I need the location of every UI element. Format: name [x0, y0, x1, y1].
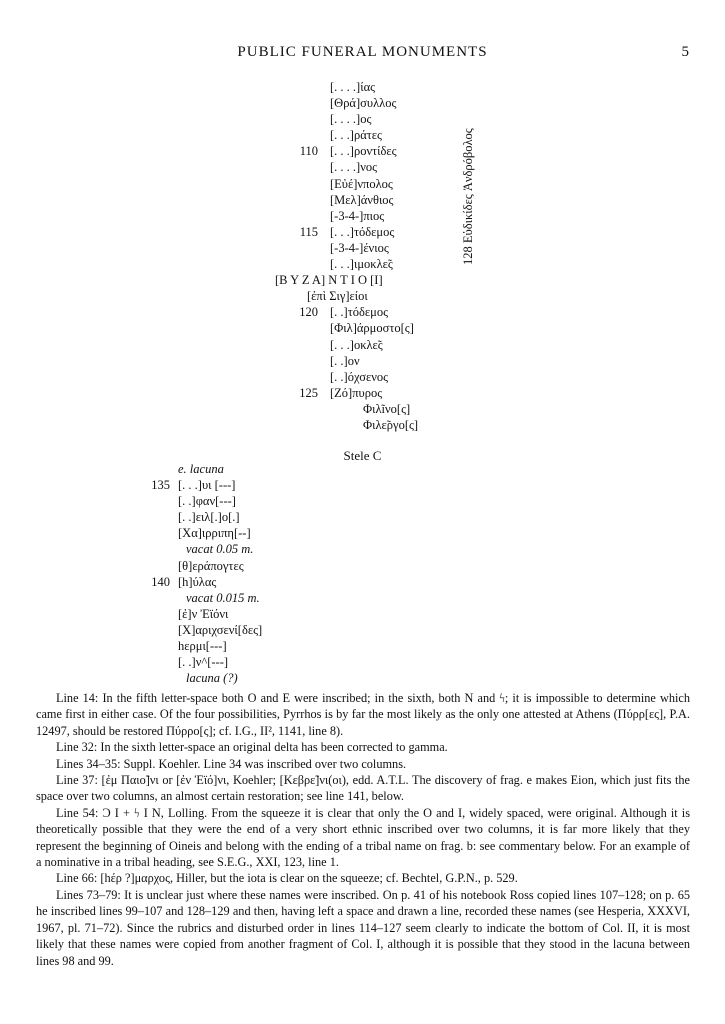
- inscription-line: [296, 385, 418, 401]
- stele-c-inscription: [150, 461, 262, 686]
- running-head: PUBLIC FUNERAL MONUMENTS: [237, 44, 488, 60]
- inscription-text: [. .]όχσενος: [330, 369, 389, 384]
- inscription-text: [ἐπὶ Σιγ]είοι: [307, 289, 368, 304]
- inscription-text: [Ζό]πυρος: [330, 385, 383, 400]
- inscription-text: [Εὐέ]νπολος: [330, 176, 393, 191]
- inscription-text: [. .]ον: [330, 353, 360, 368]
- inscription-line: [296, 353, 418, 369]
- inscription-text: [. .]ειλ[.]ο[.]: [178, 510, 240, 525]
- inscription-text: [Φιλ]άρμοστο[ς]: [330, 321, 414, 336]
- inscription-text: [. . . .]ος: [330, 112, 372, 127]
- inscription-text: [Χ]αριχσενί[δες]: [178, 622, 263, 637]
- stele-c-title: Stele C: [343, 448, 382, 463]
- inscription-line: [296, 79, 418, 95]
- inscription-text: [Β Υ Ζ Α] Ν Τ Ι Ο [Ι]: [275, 273, 383, 288]
- inscription-text: [. . .]ιμοκλε̃ς: [330, 257, 393, 272]
- inscription-line: [296, 256, 418, 272]
- note-paragraph: Lines 73–79: It is unclear just where these names were inscribed. On p. 41 of his notebook Ross copied lines 107–128; on p. 65 he inscribed lines 99–107 and 128–129 and then, having left a space and drawn a line, recorded these names (see Hesperia, XXXVI, 1967, pl. 71–72). Since the rubrics and disturbed order in lines 114–127 seem clearly to indicate the bottom of Col. II, it is most likely that these names were copied from another fragment of Col. I, although it is possible that they stood in the lacuna between lines 98 and 99.: [36, 887, 690, 968]
- inscription-line: [150, 509, 262, 525]
- inscription-line: [296, 304, 418, 320]
- line-number: 140: [151, 574, 170, 589]
- inscription-text: [. .]τόδεμος: [330, 305, 389, 320]
- inscription-line: [296, 111, 418, 127]
- inscription-line: [296, 127, 418, 143]
- commentary-notes: [36, 690, 690, 969]
- note-paragraph: Line 54: Ɔ I + ϟ I N, Lolling. From the squeeze it is clear that only the O and I, widely spaced, were original. Although it is theoretically possible that they were the end of a very short ethnic inscribed over two columns, it is far more likely that they represent the beginning of Oineis and belong with the ending of a tribal name on frag. b: see commentary below. For an example of a nominative in a tribal heading, see S.E.G., XXI, 123, line 1.: [36, 805, 690, 870]
- inscription-line: [296, 240, 418, 256]
- inscription-line: [296, 401, 418, 417]
- inscription-text: [. .]ν^[---]: [178, 655, 229, 670]
- inscription-line: [275, 272, 418, 288]
- inscription-text: [. .]φαν[---]: [178, 494, 236, 509]
- page-number: 5: [681, 44, 689, 60]
- inscription-text: e. lacuna: [178, 462, 224, 476]
- note-paragraph: Line 66: [hέρ ?]μαρχος, Hiller, but the iota is clear on the squeeze; cf. Bechtel, G.P.N., p. 529.: [56, 871, 518, 886]
- inscription-line: [296, 320, 418, 336]
- inscription-line: [150, 622, 262, 638]
- inscription-line: [150, 638, 262, 654]
- inscription-text: [Μελ]άνθιος: [330, 192, 394, 207]
- inscription-text: [θ]εράπογτες: [178, 558, 244, 573]
- inscription-text: [. . . .]νος: [330, 160, 378, 175]
- inscription-line: [150, 574, 262, 590]
- line-number: 110: [299, 144, 318, 159]
- inscription-line: [296, 143, 418, 159]
- inscription-line: [296, 95, 418, 111]
- note-paragraph: Line 14: In the fifth letter-space both O and E were inscribed; in the sixth, both N and ϟ; it is impossible to determine which came first in either case. Of the four possibilities, Pyrrhos is by far the most likely as the only one attested at Athens (Πύρρ[ες], P.A. 12497, should be restored Πύρρο[ς]; cf. I.G., II², 1141, line 8).: [36, 691, 690, 738]
- inscription-line: [150, 477, 262, 493]
- inscription-line: [150, 461, 262, 477]
- page-header: [0, 44, 725, 64]
- line-number: 120: [299, 305, 318, 320]
- inscription-line: [296, 192, 418, 208]
- inscription-text: hερμι[---]: [178, 639, 227, 654]
- side-inscription: 128 Εὐδικίδες Ἀνδρόβολος: [461, 128, 475, 265]
- inscription-line: [150, 606, 262, 622]
- inscription-text: [. . .]τόδεμος: [330, 224, 395, 239]
- line-number: 135: [151, 478, 170, 493]
- inscription-text: [Θρά]συλλος: [330, 96, 397, 111]
- inscription-line: [150, 670, 262, 686]
- inscription-text: [-3-4-]ένιος: [330, 240, 389, 255]
- note-paragraph: Lines 34–35: Suppl. Koehler. Line 34 was inscribed over two columns.: [56, 756, 407, 771]
- inscription-line: [296, 176, 418, 192]
- note-paragraph: Line 32: In the sixth letter-space an original delta has been corrected to gamma.: [56, 740, 448, 755]
- inscription-line: [296, 208, 418, 224]
- inscription-line: [150, 525, 262, 541]
- inscription-text: [. . .]ροντίδες: [330, 144, 397, 159]
- inscription-line: [150, 590, 262, 606]
- inscription-text: [ἐ]ν Ἐϊόνι: [178, 606, 229, 621]
- inscription-text: lacuna (?): [186, 671, 238, 686]
- inscription-text: [. . .]οκλε̃ς: [330, 337, 383, 352]
- inscription-text: [-3-4-]πιος: [330, 208, 385, 223]
- inscription-line: [150, 558, 262, 574]
- inscription-text: Φιλε̃ργο[ς]: [363, 417, 419, 432]
- inscription-text: [. . . .]ίας: [330, 80, 376, 94]
- inscription-line: [296, 224, 418, 240]
- inscription-line: [296, 369, 418, 385]
- inscription-text: [h]ύλας: [178, 574, 217, 589]
- line-number: 115: [299, 224, 318, 239]
- note-paragraph: Line 37: [ἐμ Παιο̃]νι or [ἐν Ἐϊό]νι, Koehler; [Κεβρε̃]νι(οι), edd. A.T.L. The discovery of frag. e makes Eion, which just fits the space over two columns, an almost certain restoration; see line 141, below.: [36, 773, 690, 804]
- inscription-text: [. . .]ράτες: [330, 128, 382, 143]
- inscription-text: vacat 0.05 m.: [186, 542, 254, 557]
- inscription-line: [150, 541, 262, 557]
- inscription-text: [. . .]υι [---]: [178, 478, 236, 493]
- inscription-text: vacat 0.015 m.: [186, 590, 260, 605]
- inscription-line: [150, 493, 262, 509]
- stele-b-inscription: [275, 79, 419, 433]
- inscription-line: [296, 159, 418, 175]
- inscription-line: [296, 337, 418, 353]
- inscription-text: Φιλĩνο[ς]: [363, 401, 411, 416]
- line-number: 125: [299, 385, 318, 400]
- inscription-line: [150, 654, 262, 670]
- inscription-text: [Χα]ιρριπη[--]: [178, 526, 251, 541]
- inscription-line: [296, 288, 418, 304]
- inscription-line: [296, 417, 418, 433]
